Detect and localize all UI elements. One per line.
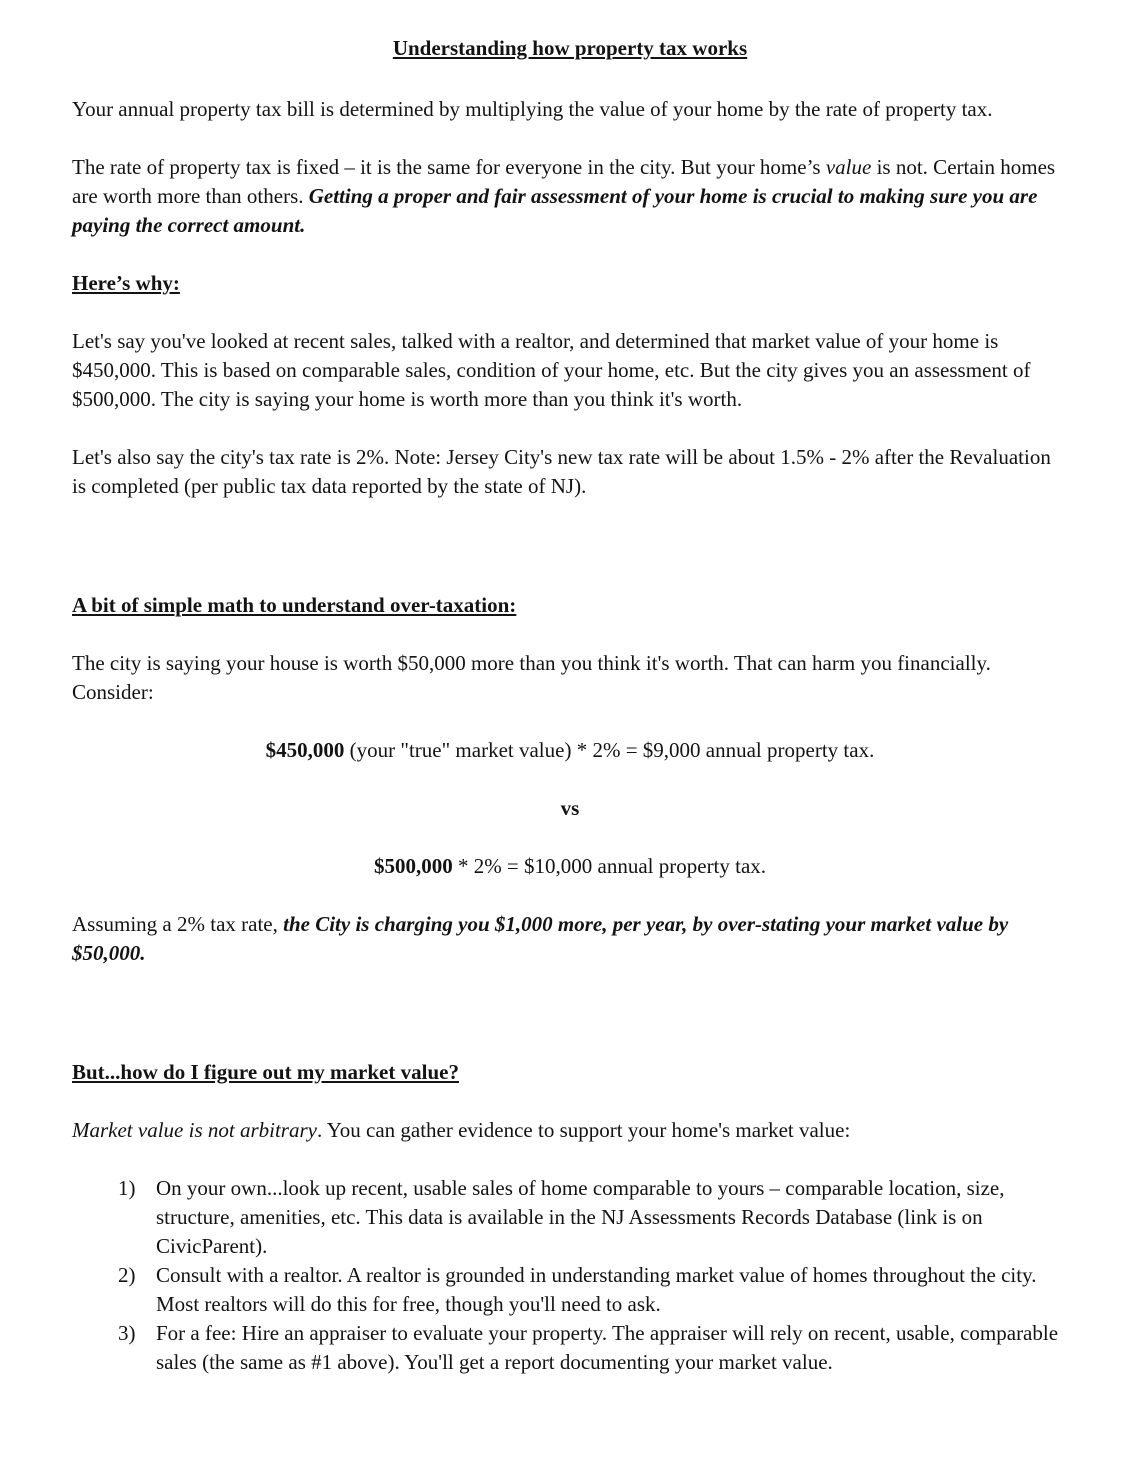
list-market-value-steps bbox=[72, 1174, 1068, 1377]
text-run: Assuming a 2% tax rate, bbox=[72, 912, 284, 936]
paragraph-tax-rate-note: Let's also say the city's tax rate is 2%. Note: Jersey City's new tax rate will be about 1.5% - 2% after the Revaluation is completed (per public tax data reported by the state of NJ). bbox=[72, 445, 1051, 498]
list-item-marker: 3) bbox=[118, 1321, 136, 1345]
text-run: value bbox=[825, 155, 872, 179]
text-run: (your "true" market value) * 2% = $9,000 annual property tax. bbox=[344, 738, 875, 762]
paragraph-tax-bill-intro: Your annual property tax bill is determined by multiplying the value of your home by the rate of property tax. bbox=[72, 97, 993, 121]
list-item-text: On your own...look up recent, usable sales of home comparable to yours – comparable location, size, structure, amenities, etc. This data is available in the NJ Assessments Records Database (link is on CivicParent). bbox=[156, 1176, 1005, 1258]
paragraph-rate-fixed bbox=[72, 153, 1068, 240]
list-item-marker: 2) bbox=[118, 1263, 136, 1287]
vs-label: vs bbox=[560, 796, 580, 820]
list-item-text: Consult with a realtor. A realtor is grounded in understanding market value of homes throughout the city. Most realtors will do this for free, though you'll need to ask. bbox=[156, 1263, 1037, 1316]
text-run: is not. Certain homes are worth more than others. bbox=[72, 155, 1056, 208]
equation-assessed-value bbox=[72, 852, 1068, 881]
text-run: $450,000 bbox=[265, 738, 345, 762]
text-run: $500,000 bbox=[373, 854, 453, 878]
paragraph-evidence-intro bbox=[72, 1116, 1068, 1145]
equation-true-value bbox=[72, 736, 1068, 765]
text-run: Getting a proper and fair assessment of your home is crucial to making sure you are paying the correct amount. bbox=[72, 184, 1038, 237]
list-item-text: For a fee: Hire an appraiser to evaluate your property. The appraiser will rely on recent, usable, comparable sales (the same as #1 above). You'll get a report documenting your market value. bbox=[156, 1321, 1059, 1374]
list-item-marker: 1) bbox=[118, 1176, 136, 1200]
text-run: * 2% = $10,000 annual property tax. bbox=[452, 854, 767, 878]
text-run: Market value is not arbitrary bbox=[72, 1118, 317, 1142]
heading-heres-why: Here’s why: bbox=[72, 271, 180, 295]
text-run: the City is charging you $1,000 more, per year, by over-stating your market value by $50,000. bbox=[72, 912, 1009, 965]
paragraph-overvaluation: The city is saying your house is worth $50,000 more than you think it's worth. That can harm you financially. Consider: bbox=[72, 651, 991, 704]
list-item bbox=[72, 1319, 1068, 1377]
list-item bbox=[72, 1261, 1068, 1319]
heading-simple-math: A bit of simple math to understand over-taxation: bbox=[72, 593, 517, 617]
document-title: Understanding how property tax works bbox=[392, 36, 748, 60]
text-run: The rate of property tax is fixed – it is the same for everyone in the city. But your home’s bbox=[72, 155, 826, 179]
heading-how-to-figure: But...how do I figure out my market value? bbox=[72, 1060, 459, 1084]
paragraph-market-value-example: Let's say you've looked at recent sales, talked with a realtor, and determined that market value of your home is $450,000. This is based on comparable sales, condition of your home, etc. But the city gives you an assessment of $500,000. The city is saying your home is worth more than you think it's worth. bbox=[72, 329, 1031, 411]
paragraph-conclusion bbox=[72, 910, 1068, 968]
list-item bbox=[72, 1174, 1068, 1261]
text-run: . You can gather evidence to support your home's market value: bbox=[316, 1118, 851, 1142]
